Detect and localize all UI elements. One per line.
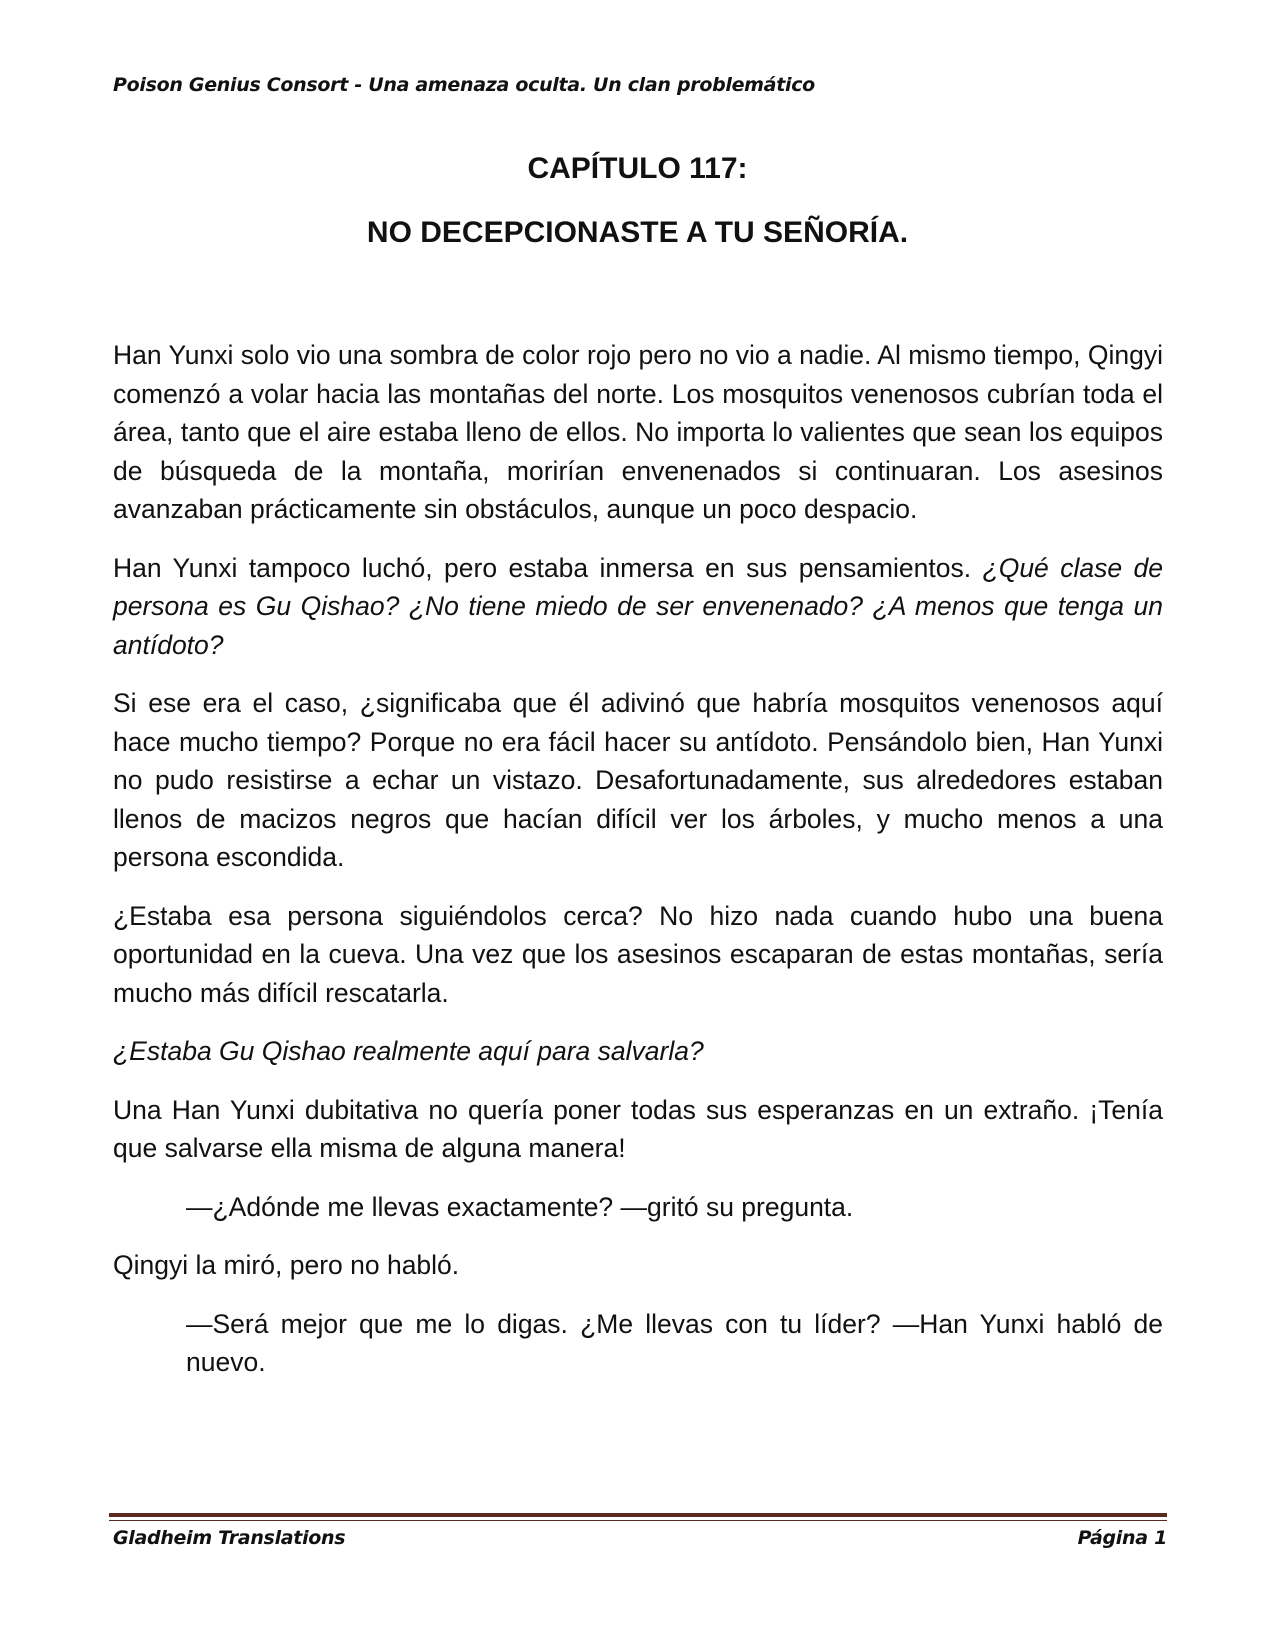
dialogue-2-text: —Será mejor que me lo digas. ¿Me llevas con tu líder? —Han Yunxi habló de nuevo. [186,1308,1163,1377]
paragraph-3 [113,684,1163,877]
paragraph-5 [113,1032,1163,1071]
paragraph-2 [113,549,1163,665]
paragraph-6 [113,1091,1163,1168]
paragraph-4-text: ¿Estaba esa persona siguiéndolos cerca? No hizo nada cuando hubo una buena oportunidad en la cueva. Una vez que los asesinos escaparan de estas montañas, sería mucho más difícil rescatarla. [113,900,1163,1008]
paragraph-6-text: Una Han Yunxi dubitativa no quería poner todas sus esperanzas en un extraño. ¡Tenía que salvarse ella misma de alguna manera! [113,1094,1163,1163]
footer-rule-thick [109,1513,1167,1517]
chapter-body [113,336,1163,1402]
paragraph-2-text: Han Yunxi tampoco luchó, pero estaba inmersa en sus pensamientos. [113,552,983,583]
page-number: Página 1 [1077,1527,1167,1549]
paragraph-2-italic: ¿Qué clase de persona es Gu Qishao? ¿No tiene miedo de ser envenenado? ¿A menos que tenga un antídoto? [113,552,1163,660]
footer-rule-thin [109,1520,1167,1521]
chapter-number: CAPÍTULO 117: [527,152,748,185]
paragraph-5-italic: ¿Estaba Gu Qishao realmente aquí para salvarla? [113,1036,704,1066]
paragraph-7 [113,1246,1163,1285]
dialogue-1-text: —¿Adónde me llevas exactamente? —gritó su pregunta. [186,1191,854,1222]
chapter-title: NO DECEPCIONASTE A TU SEÑORÍA. [366,216,909,249]
dialogue-1 [113,1188,1163,1227]
paragraph-4 [113,897,1163,1013]
footer-publisher: Gladheim Translations [113,1527,346,1549]
running-header: Poison Genius Consort - Una amenaza oculta. Un clan problemático [113,74,815,96]
paragraph-1 [113,336,1163,529]
paragraph-3-text: Si ese era el caso, ¿significaba que él adivinó que habría mosquitos venenosos aquí hace mucho tiempo? Porque no era fácil hacer su antídoto. Pensándolo bien, Han Yunxi no pudo resistirse a echar un vistazo. Desafortunadamente, sus alrededores estaban llenos de macizos negros que hacían difícil ver los árboles, y mucho menos a una persona escondida. [113,688,1163,872]
dialogue-2 [113,1305,1163,1382]
paragraph-1-text: Han Yunxi solo vio una sombra de color rojo pero no vio a nadie. Al mismo tiempo, Qingyi comenzó a volar hacia las montañas del norte. Los mosquitos venenosos cubrían toda el área, tanto que el aire estaba lleno de ellos. No importa lo valientes que sean los equipos de búsqueda de la montaña, morirían envenenados si continuaran. Los asesinos avanzaban prácticamente sin obstáculos, aunque un poco despacio. [113,340,1163,524]
paragraph-7-text: Qingyi la miró, pero no habló. [113,1250,460,1280]
